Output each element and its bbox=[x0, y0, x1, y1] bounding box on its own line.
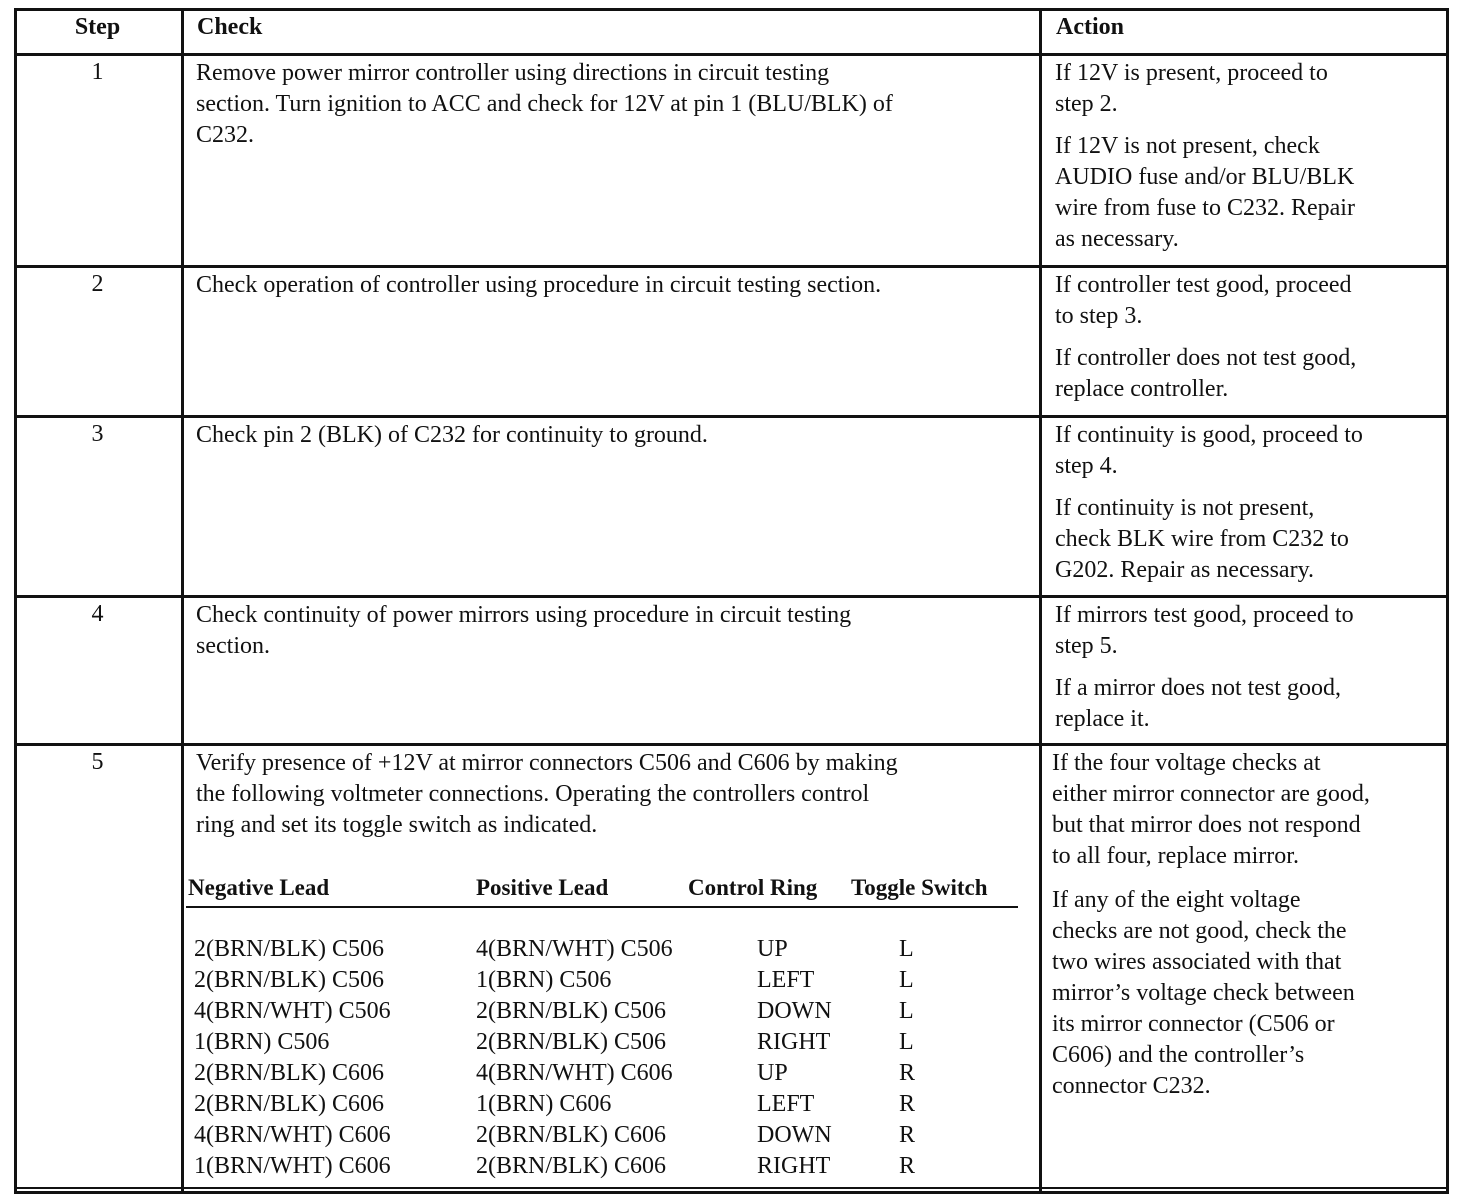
header-check: Check bbox=[197, 14, 263, 40]
voltmeter-cell-positive: 2(BRN/BLK) C506 bbox=[476, 1029, 667, 1055]
action-text: wire from fuse to C232. Repair bbox=[1055, 195, 1355, 221]
action-text: mirror’s voltage check between bbox=[1052, 980, 1355, 1006]
action-text: replace it. bbox=[1055, 706, 1150, 732]
table-column-rule bbox=[181, 8, 184, 1194]
voltmeter-cell-positive: 4(BRN/WHT) C606 bbox=[476, 1060, 673, 1086]
voltmeter-cell-negative: 2(BRN/BLK) C506 bbox=[194, 936, 385, 962]
voltmeter-header-positive: Positive Lead bbox=[476, 875, 609, 900]
action-text: to all four, replace mirror. bbox=[1052, 843, 1299, 869]
voltmeter-cell-ring: DOWN bbox=[757, 1122, 832, 1148]
voltmeter-cell-positive: 1(BRN) C606 bbox=[476, 1091, 612, 1117]
voltmeter-header-rule bbox=[186, 906, 1018, 908]
voltmeter-cell-ring: DOWN bbox=[757, 998, 832, 1024]
voltmeter-cell-negative: 2(BRN/BLK) C506 bbox=[194, 967, 385, 993]
action-text: two wires associated with that bbox=[1052, 949, 1342, 975]
voltmeter-cell-ring: UP bbox=[757, 936, 788, 962]
voltmeter-cell-positive: 2(BRN/BLK) C606 bbox=[476, 1122, 667, 1148]
header-action: Action bbox=[1056, 14, 1124, 40]
action-text: If continuity is good, proceed to bbox=[1055, 422, 1363, 448]
action-text: replace controller. bbox=[1055, 376, 1229, 402]
action-text: check BLK wire from C232 to bbox=[1055, 526, 1349, 552]
action-text: If 12V is not present, check bbox=[1055, 133, 1320, 159]
check-text: section. Turn ignition to ACC and check for 12V at pin 1 (BLU/BLK) of bbox=[196, 91, 893, 117]
table-rule bbox=[14, 743, 1449, 746]
action-text: If mirrors test good, proceed to bbox=[1055, 602, 1354, 628]
header-step: Step bbox=[74, 14, 121, 40]
check-text: ring and set its toggle switch as indicated. bbox=[196, 812, 598, 838]
action-text: step 4. bbox=[1055, 453, 1118, 479]
step-number: 5 bbox=[91, 749, 104, 775]
voltmeter-cell-ring: RIGHT bbox=[757, 1153, 831, 1179]
action-text: If a mirror does not test good, bbox=[1055, 675, 1341, 701]
check-text: Remove power mirror controller using directions in circuit testing bbox=[196, 60, 830, 86]
check-text: Check pin 2 (BLK) of C232 for continuity to ground. bbox=[196, 422, 708, 448]
voltmeter-header-negative: Negative Lead bbox=[188, 875, 330, 900]
action-text: step 2. bbox=[1055, 91, 1118, 117]
table-rule bbox=[14, 265, 1449, 268]
voltmeter-cell-positive: 2(BRN/BLK) C606 bbox=[476, 1153, 667, 1179]
voltmeter-cell-negative: 2(BRN/BLK) C606 bbox=[194, 1060, 385, 1086]
table-rule bbox=[14, 1191, 1449, 1194]
table-rule bbox=[14, 595, 1449, 598]
action-text: If 12V is present, proceed to bbox=[1055, 60, 1328, 86]
check-text: C232. bbox=[196, 122, 255, 148]
action-text: G202. Repair as necessary. bbox=[1055, 557, 1315, 583]
table-column-rule bbox=[1446, 8, 1449, 1194]
action-text: If the four voltage checks at bbox=[1052, 750, 1321, 776]
voltmeter-cell-negative: 2(BRN/BLK) C606 bbox=[194, 1091, 385, 1117]
voltmeter-cell-positive: 1(BRN) C506 bbox=[476, 967, 612, 993]
action-text: If controller does not test good, bbox=[1055, 345, 1357, 371]
action-text: If any of the eight voltage bbox=[1052, 887, 1301, 913]
voltmeter-cell-negative: 1(BRN) C506 bbox=[194, 1029, 330, 1055]
action-text: as necessary. bbox=[1055, 226, 1179, 252]
voltmeter-cell-toggle: R bbox=[899, 1122, 916, 1148]
voltmeter-cell-toggle: R bbox=[899, 1060, 916, 1086]
voltmeter-cell-ring: LEFT bbox=[757, 967, 815, 993]
action-text: checks are not good, check the bbox=[1052, 918, 1347, 944]
voltmeter-cell-positive: 2(BRN/BLK) C506 bbox=[476, 998, 667, 1024]
voltmeter-cell-negative: 1(BRN/WHT) C606 bbox=[194, 1153, 391, 1179]
table-bottom-rule bbox=[14, 1187, 1449, 1189]
voltmeter-cell-toggle: R bbox=[899, 1153, 916, 1179]
check-text: section. bbox=[196, 633, 270, 659]
step-number: 3 bbox=[91, 421, 104, 447]
voltmeter-header-ring: Control Ring bbox=[688, 875, 818, 900]
step-number: 4 bbox=[91, 601, 104, 627]
voltmeter-cell-toggle: R bbox=[899, 1091, 916, 1117]
voltmeter-header-toggle: Toggle Switch bbox=[851, 875, 988, 900]
voltmeter-cell-toggle: L bbox=[899, 967, 914, 993]
voltmeter-cell-toggle: L bbox=[899, 998, 914, 1024]
check-text: the following voltmeter connections. Operating the controllers control bbox=[196, 781, 870, 807]
action-text: but that mirror does not respond bbox=[1052, 812, 1361, 838]
voltmeter-cell-ring: UP bbox=[757, 1060, 788, 1086]
action-text: AUDIO fuse and/or BLU/BLK bbox=[1055, 164, 1355, 190]
voltmeter-cell-ring: LEFT bbox=[757, 1091, 815, 1117]
voltmeter-cell-toggle: L bbox=[899, 936, 914, 962]
table-column-rule bbox=[1039, 8, 1042, 1194]
step-number: 1 bbox=[91, 59, 104, 85]
action-text: step 5. bbox=[1055, 633, 1118, 659]
voltmeter-cell-negative: 4(BRN/WHT) C506 bbox=[194, 998, 391, 1024]
check-text: Verify presence of +12V at mirror connectors C506 and C606 by making bbox=[196, 750, 898, 776]
action-text: either mirror connector are good, bbox=[1052, 781, 1370, 807]
table-rule bbox=[14, 415, 1449, 418]
table-rule bbox=[14, 53, 1449, 56]
voltmeter-cell-toggle: L bbox=[899, 1029, 914, 1055]
action-text: its mirror connector (C506 or bbox=[1052, 1011, 1335, 1037]
action-text: If controller test good, proceed bbox=[1055, 272, 1352, 298]
step-number: 2 bbox=[91, 271, 104, 297]
table-rule bbox=[14, 8, 1449, 11]
action-text: to step 3. bbox=[1055, 303, 1143, 329]
voltmeter-cell-positive: 4(BRN/WHT) C506 bbox=[476, 936, 673, 962]
check-text: Check operation of controller using procedure in circuit testing section. bbox=[196, 272, 882, 298]
action-text: If continuity is not present, bbox=[1055, 495, 1315, 521]
voltmeter-cell-negative: 4(BRN/WHT) C606 bbox=[194, 1122, 391, 1148]
voltmeter-cell-ring: RIGHT bbox=[757, 1029, 831, 1055]
action-text: connector C232. bbox=[1052, 1073, 1211, 1099]
action-text: C606) and the controller’s bbox=[1052, 1042, 1305, 1068]
check-text: Check continuity of power mirrors using procedure in circuit testing bbox=[196, 602, 852, 628]
